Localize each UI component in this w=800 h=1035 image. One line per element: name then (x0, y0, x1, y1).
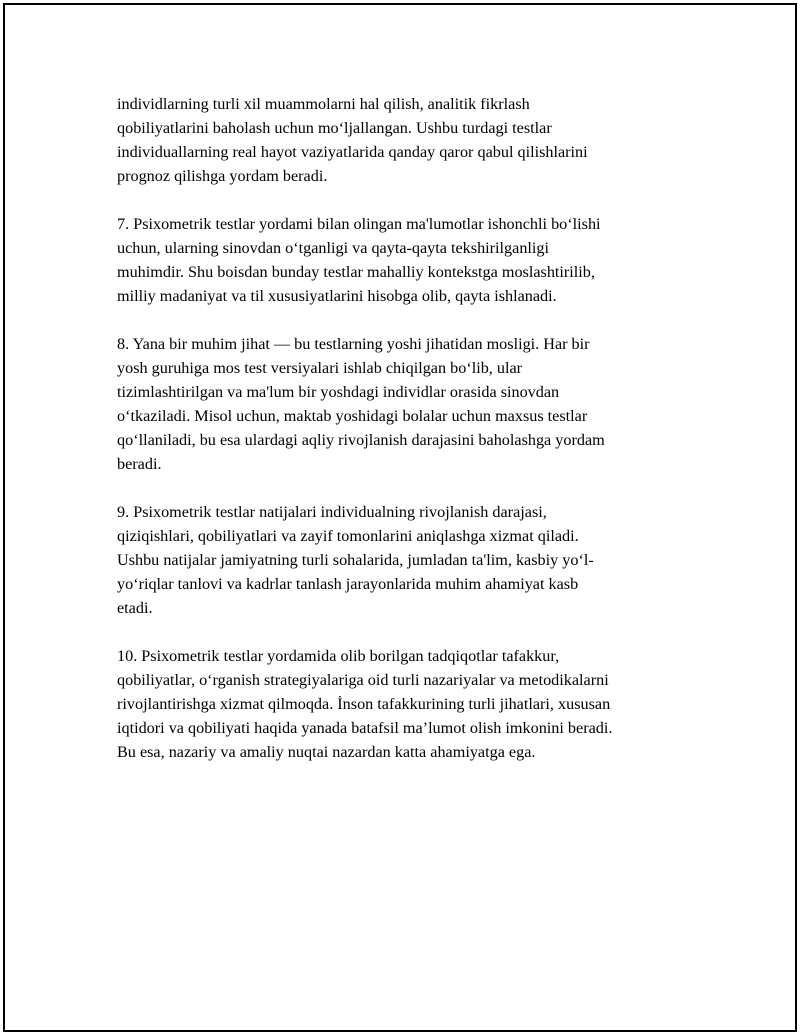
paragraph-continuation: individlarning turli xil muammolarni hal qilish, analitik fikrlash qobiliyatlarini baholash uchun mo‘ljallangan. Ushbu turdagi testlar individuallarning real hayot vaziyatlarida qanday qaror qabul qilishlarini prognoz qilishga yordam beradi. (117, 95, 588, 185)
paragraph-7: 7. Psixometrik testlar yordami bilan olingan ma'lumotlar ishonchli bo‘lishi uchun, ularning sinovdan o‘tganligi va qayta-qayta tekshirilganligi muhimdir. Shu boisdan bunday testlar mahalliy kontekstga moslashtirilib, milliy madaniyat va til xususiyatlarini hisobga olib, qayta ishlanadi. (117, 215, 601, 305)
document-body (117, 92, 697, 788)
paragraph-10: 10. Psixometrik testlar yordamida olib borilgan tadqiqotlar tafakkur, qobiliyatlar, o‘rganish strategiyalariga oid turli nazariyalar va metodikalarni rivojlantirishga xizmat qilmoqda. İnson tafakkurining turli jihatlari, xususan iqtidori va qobiliyati haqida yanada batafsil ma’lumot olish imkonini beradi. Bu esa, nazariy va amaliy nuqtai nazardan katta ahamiyatga ega. (117, 647, 613, 761)
paragraph-9: 9. Psixometrik testlar natijalari individualning rivojlanish darajasi, qiziqishlari, qobiliyatlari va zayif tomonlarini aniqlashga xizmat qiladi. Ushbu natijalar jamiyatning turli sohalarida, jumladan ta'lim, kasbiy yo‘l- yo‘riqlar tanlovi va kadrlar tanlash jarayonlarida muhim ahamiyat kasb etadi. (117, 503, 594, 617)
paragraph-8: 8. Yana bir muhim jihat — bu testlarning yoshi jihatidan mosligi. Har bir yosh guruhiga mos test versiyalari ishlab chiqilgan bo‘lib, ular tizimlashtirilgan va ma'lum bir yoshdagi individlar orasida sinovdan o‘tkaziladi. Misol uchun, maktab yoshidagi bolalar uchun maxsus testlar qo‘llaniladi, bu esa ulardagi aqliy rivojlanish darajasini baholashga yordam beradi. (117, 335, 605, 473)
